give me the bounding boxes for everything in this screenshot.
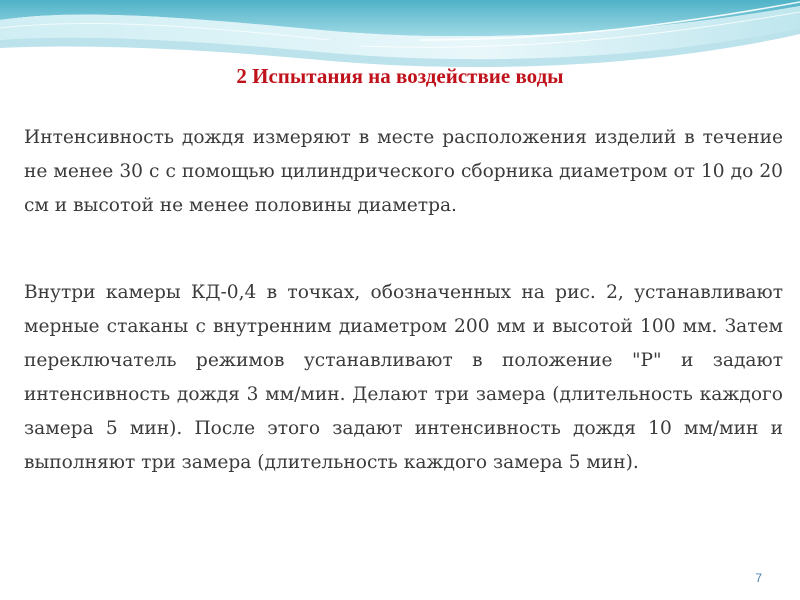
paragraph-measurement-procedure: Внутри камеры КД-0,4 в точках, обозначенных на рис. 2, устанавливают мерные стаканы с внутренним диаметром 200 мм и высотой 100 мм. Затем переключатель режимов устанавливают в положение "Р" и задают интенсивность дождя 3 мм/мин. Делают три замера (длительность каждого замера 5 мин). После этого задают интенсивность дождя 10 мм/мин и выполняют три замера (длительность каждого замера 5 мин). [24, 282, 783, 473]
slide-title: 2 Испытания на воздействие воды [236, 64, 564, 88]
slide-page-number: 7 [755, 571, 762, 585]
paragraph-rain-intensity: Интенсивность дождя измеряют в месте расположения изделий в течение не менее 30 с с помощью цилиндрического сборника диаметром от 10 до 20 см и высотой не менее половины диаметра. [24, 127, 783, 216]
